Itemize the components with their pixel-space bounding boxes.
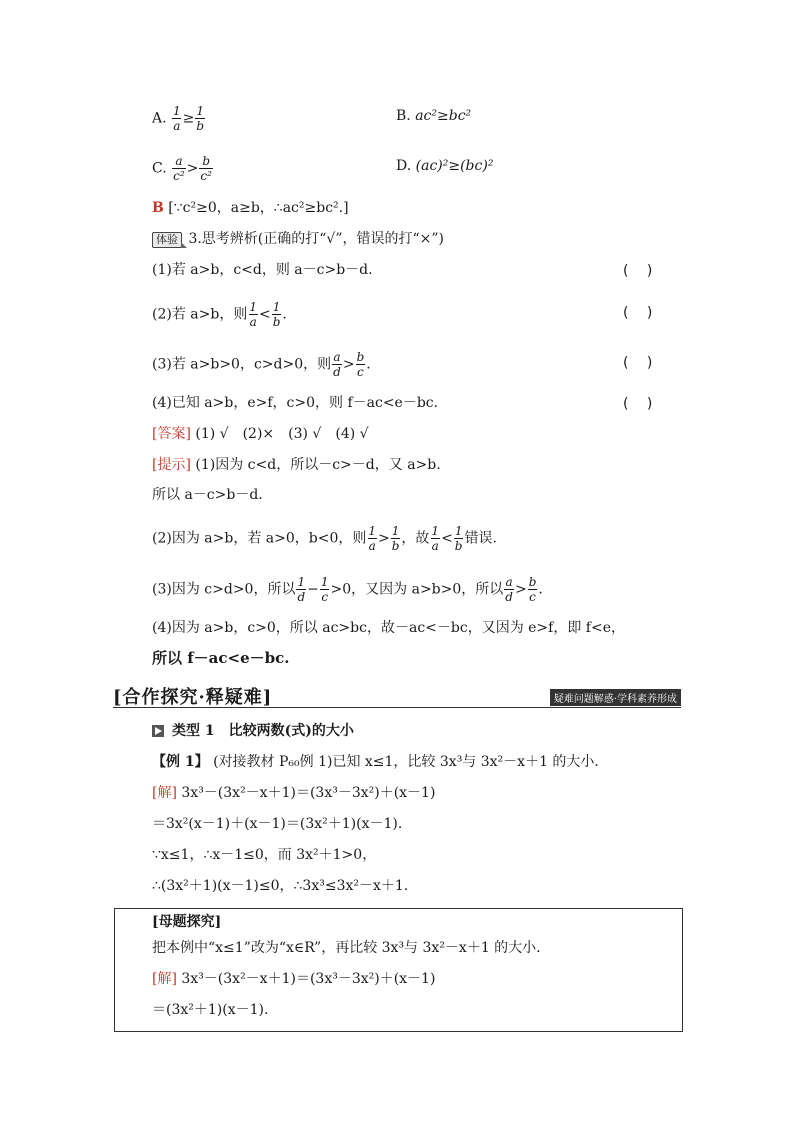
- experience-tag: 体验: [152, 232, 182, 248]
- hint-1: [提示] (1)因为 c<d，所以－c>－d，又 a>b.: [152, 457, 441, 473]
- type-heading: 类型 1 比较两数(式)的大小: [152, 721, 354, 741]
- answer-parentheses: ( ): [623, 263, 653, 279]
- play-triangle-icon: [152, 725, 164, 737]
- fraction: $\frac{1}{a}$: [249, 300, 257, 329]
- example-solution-1: [解] 3x³－(3x²－x＋1)＝(3x³－3x²)＋(x－1): [152, 785, 436, 801]
- explore-solution-1: [解] 3x³－(3x²－x＋1)＝(3x³－3x²)＋(x－1): [152, 971, 436, 987]
- option-c: C. $\frac{a}{\text{c²}}$ > $\frac{b}{\text{c²}}$: [152, 154, 212, 183]
- judgement-item-2: (2)若 a>b，则 $\frac{1}{a}$ < $\frac{1}{b}$ .: [152, 300, 287, 329]
- example-solution-3: ∵x≤1，∴x－1≤0，而 3x²＋1>0，: [152, 847, 377, 863]
- fraction: $\frac{1}{a}$: [173, 104, 181, 133]
- answer-key: [答案] (1) √ (2)× (3) √ (4) √: [152, 426, 369, 442]
- section-header: [113, 683, 681, 708]
- fraction: $\frac{b}{c}$: [356, 350, 365, 379]
- fraction: $\frac{1}{a}$: [368, 524, 376, 553]
- explore-question: 把本例中“x≤1”改为“x∈R”，再比较 3x³与 3x²－x＋1 的大小.: [152, 940, 541, 956]
- example-solution-4: ∴(3x²＋1)(x－1)≤0，∴3x³≤3x²－x＋1.: [152, 878, 409, 894]
- example-solution-2: ＝3x²(x－1)＋(x－1)＝(3x²＋1)(x－1).: [152, 816, 403, 832]
- hint-3: (3)因为 c>d>0，所以 $\frac{1}{d}$ − $\frac{1}{c}$ >0，又因为 a>b>0，所以 $\frac{a}{d}$ > $\frac{b}{c}$ .: [152, 575, 543, 604]
- explore-solution-2: ＝(3x²＋1)(x－1).: [152, 1002, 269, 1018]
- answer-parentheses: ( ): [623, 305, 653, 321]
- fraction: $\frac{1}{b}$: [454, 524, 463, 553]
- hint-4: (4)因为 a>b，c>0，所以 ac>bc，故－ac<－bc，又因为 e>f，即 f<e，: [152, 620, 625, 636]
- option-d: D. (ac)²≥(bc)²: [396, 158, 494, 174]
- hint-1-cont: 所以 a－c>b－d.: [152, 487, 263, 503]
- fraction: $\frac{1}{d}$: [297, 575, 306, 604]
- judgement-item-4: (4)已知 a>b，e>f，c>0，则 f－ac<e－bc.: [152, 395, 439, 411]
- section-title: [合作探究·释疑难]: [113, 687, 273, 708]
- section-tag: 疑难问题解惑·学科素养形成: [550, 689, 681, 706]
- fraction: $\frac{1}{b}$: [196, 104, 205, 133]
- fraction: $\frac{1}{b}$: [272, 300, 281, 329]
- judgement-item-1: (1)若 a>b，c<d，则 a－c>b－d.: [152, 262, 373, 278]
- option-b: B. ac²≥bc²: [396, 108, 472, 124]
- example-question: 【例 1】 (对接教材 P₆₀例 1)已知 x≤1，比较 3x³与 3x²－x＋1 的大小.: [152, 754, 599, 770]
- fraction: $\frac{1}{b}$: [391, 524, 400, 553]
- fraction: $\frac{a}{\text{c²}}$: [173, 154, 185, 183]
- experience-heading: 体验 3.思考辨析(正确的打“√”，错误的打“×”): [152, 229, 444, 249]
- answer-parentheses: ( ): [623, 355, 653, 371]
- judgement-item-3: (3)若 a>b>0，c>d>0，则 $\frac{a}{d}$ > $\frac{b}{c}$ .: [152, 350, 371, 379]
- fraction: $\frac{b}{c}$: [528, 575, 537, 604]
- explore-title: [母题探究]: [152, 914, 222, 930]
- answer-parentheses: ( ): [623, 396, 653, 412]
- hint-2: (2)因为 a>b，若 a>0，b<0，则 $\frac{1}{a}$ > $\frac{1}{b}$ ，故 $\frac{1}{a}$ < $\frac{1}{b}$ 错误.: [152, 524, 497, 553]
- fraction: $\frac{a}{d}$: [333, 350, 341, 379]
- fraction: $\frac{1}{c}$: [320, 575, 329, 604]
- answer-line: B [∵c²≥0，a≥b，∴ac²≥bc².]: [152, 200, 349, 216]
- option-a: A. $\frac{1}{a}$ ≥ $\frac{1}{b}$: [152, 104, 205, 133]
- fraction: $\frac{b}{\text{c²}}$: [200, 154, 212, 183]
- fraction: $\frac{a}{d}$: [505, 575, 513, 604]
- hint-4-cont: 所以 f－ac<e－bc.: [152, 649, 290, 667]
- fraction: $\frac{1}{a}$: [431, 524, 440, 553]
